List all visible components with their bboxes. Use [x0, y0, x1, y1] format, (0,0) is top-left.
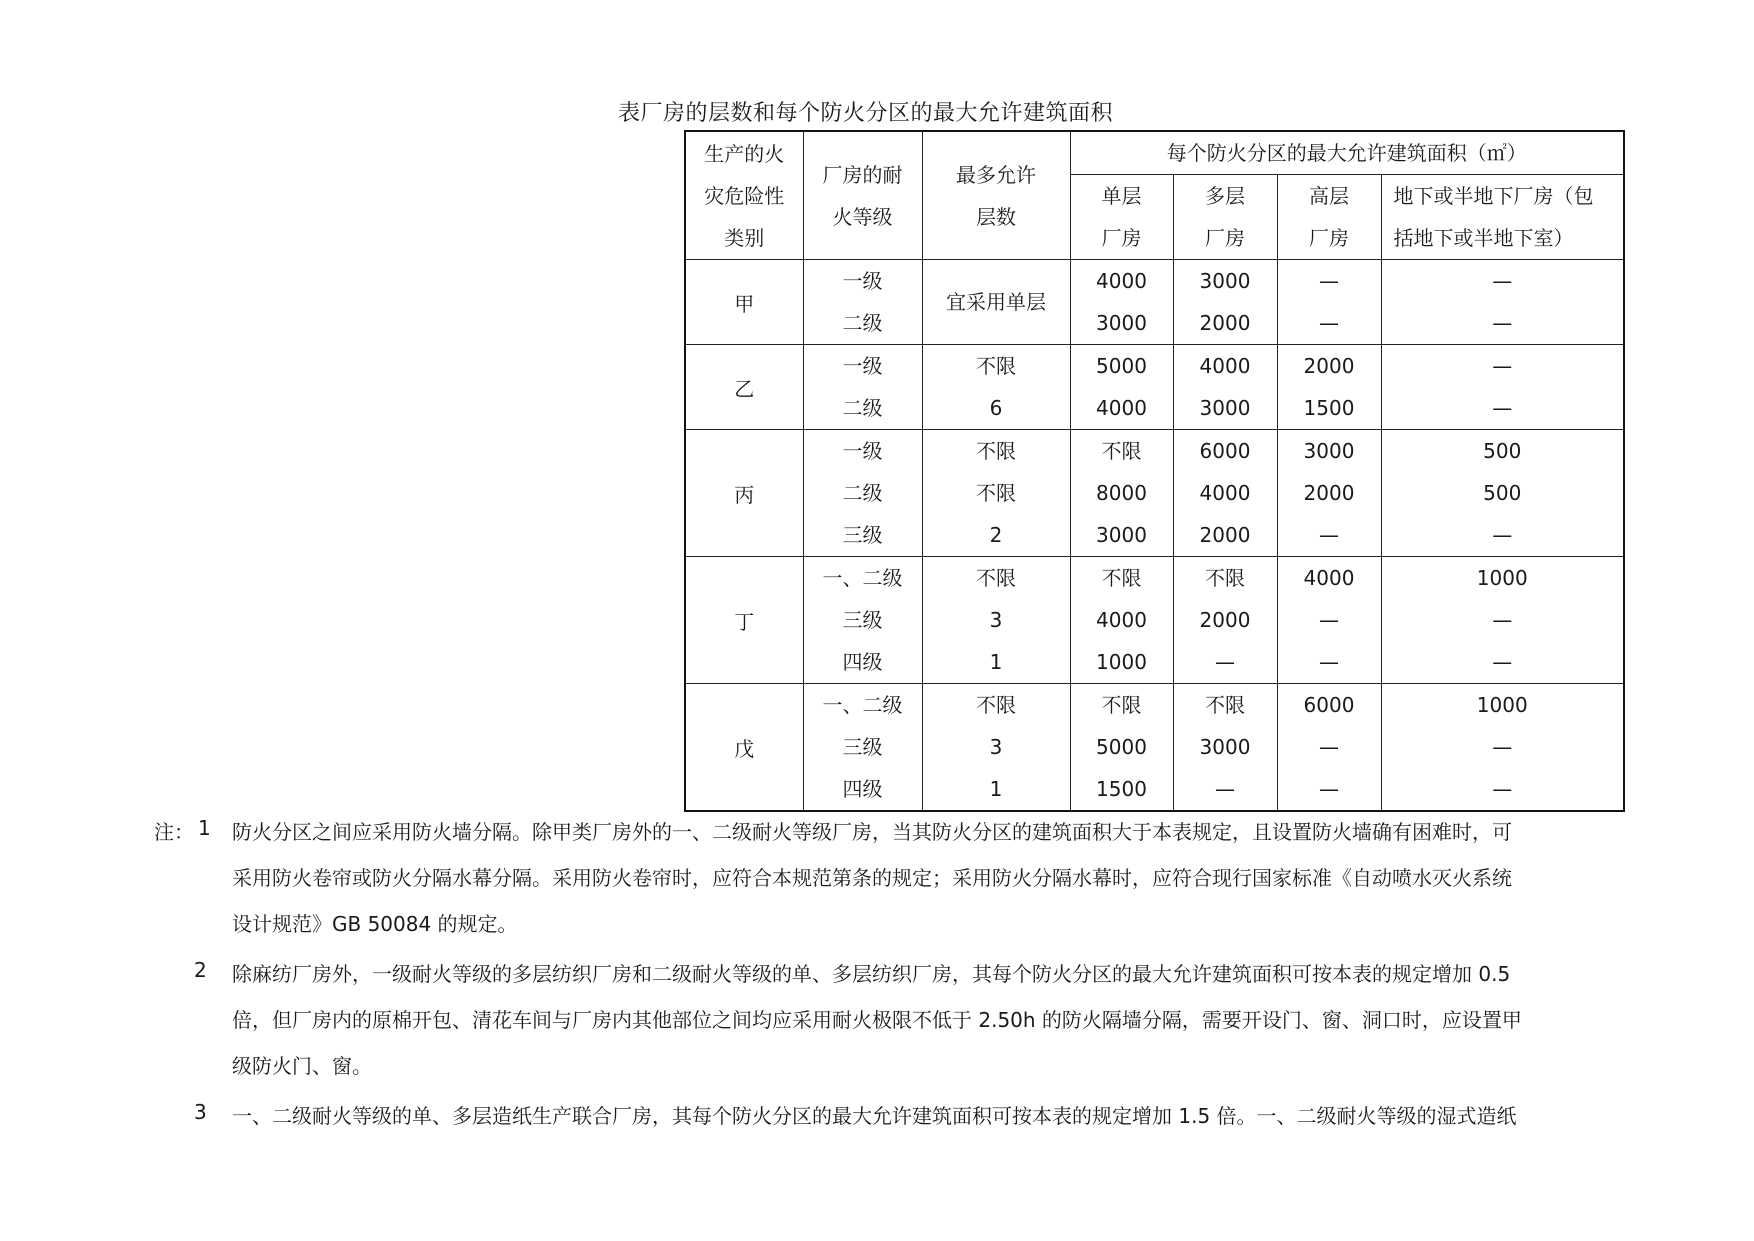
rating-cell [803, 430, 922, 557]
cell-value: 1 [989, 777, 1003, 801]
cell-value: 三级 [842, 735, 883, 759]
high-cell [1277, 684, 1381, 812]
floors-cell [922, 430, 1070, 557]
note-line: 设计规范》GB 50084 的规定。 [232, 912, 518, 936]
fire-compartment-table [684, 130, 1625, 812]
cell-value: 6000 [1199, 439, 1251, 463]
cell-value: 四级 [842, 650, 883, 674]
cell-value: 6 [989, 396, 1003, 420]
cell-value: 500 [1483, 481, 1522, 505]
cell-value: — [1319, 311, 1339, 335]
cell-value: — [1319, 608, 1339, 632]
floors-cell [922, 557, 1070, 684]
cell-value: — [1492, 396, 1513, 420]
cell-value: 5000 [1096, 354, 1147, 378]
table-row [685, 345, 1624, 430]
floors-cell [922, 345, 1070, 430]
category-cell: 乙 [685, 345, 803, 430]
cell-value: 三级 [842, 523, 883, 547]
single-cell [1070, 260, 1173, 345]
notes-prefix: 注： [154, 820, 194, 844]
header-high: 高层 厂房 [1277, 175, 1381, 260]
cell-value: 不限 [976, 439, 1016, 463]
cell-value: — [1319, 735, 1339, 759]
table-row [685, 430, 1624, 557]
cell-value: 不限 [1205, 693, 1245, 717]
cell-value: 4000 [1096, 608, 1147, 632]
category-cell: 戊 [685, 684, 803, 812]
cell-value: 二级 [842, 481, 883, 505]
cell-value: 三级 [842, 608, 883, 632]
cell-value: 3000 [1199, 735, 1251, 759]
header-single: 单层 厂房 [1070, 175, 1173, 260]
cell-value: 3000 [1199, 396, 1251, 420]
underground-cell [1381, 345, 1624, 430]
cell-value: 不限 [1101, 693, 1142, 717]
underground-cell [1381, 430, 1624, 557]
cell-value: 3000 [1096, 523, 1147, 547]
header-max-floors: 最多允许 层数 [922, 131, 1070, 260]
cell-value: — [1492, 523, 1513, 547]
cell-value: 1500 [1096, 777, 1147, 801]
cell-value: 2000 [1303, 354, 1355, 378]
cell-value: — [1319, 269, 1339, 293]
cell-value: 1 [989, 650, 1003, 674]
multi-cell [1173, 260, 1277, 345]
note-number: 3 [194, 1100, 207, 1124]
note-line: 除麻纺厂房外，一级耐火等级的多层纺织厂房和二级耐火等级的单、多层纺织厂房，其每个防火分区的最大允许建筑面积可按本表的规定增加 0.5 [232, 962, 1511, 986]
cell-value: 二级 [842, 396, 883, 420]
cell-value: 4000 [1199, 481, 1251, 505]
cell-value: — [1492, 777, 1513, 801]
multi-cell [1173, 430, 1277, 557]
header-category: 生产的火 灾危险性 类别 [685, 131, 803, 260]
note-line: 级防火门、窗。 [232, 1054, 372, 1078]
cell-value: 6000 [1303, 693, 1355, 717]
high-cell [1277, 260, 1381, 345]
category-cell: 丁 [685, 557, 803, 684]
table-row [685, 557, 1624, 684]
cell-value: 2000 [1303, 481, 1355, 505]
multi-cell [1173, 345, 1277, 430]
cell-value: 3000 [1303, 439, 1355, 463]
cell-value: — [1319, 777, 1339, 801]
header-fire-rating: 厂房的耐 火等级 [803, 131, 922, 260]
high-cell [1277, 345, 1381, 430]
cell-value: 不限 [976, 566, 1016, 590]
note-number: 1 [198, 816, 211, 840]
cell-value: 一级 [842, 354, 883, 378]
cell-value: — [1492, 650, 1513, 674]
floors-cell [922, 684, 1070, 812]
underground-cell [1381, 260, 1624, 345]
table-body [685, 260, 1624, 812]
underground-cell [1381, 684, 1624, 812]
cell-value: 1000 [1096, 650, 1147, 674]
cell-value: 1500 [1303, 396, 1355, 420]
cell-value: 4000 [1096, 269, 1147, 293]
cell-value: — [1492, 608, 1513, 632]
cell-value: 不限 [976, 481, 1016, 505]
cell-value: 4000 [1303, 566, 1355, 590]
header-area-group: 每个防火分区的最大允许建筑面积（㎡） [1070, 131, 1624, 175]
cell-value: 四级 [842, 777, 883, 801]
high-cell [1277, 557, 1381, 684]
note-line: 倍，但厂房内的原棉开包、清花车间与厂房内其他部位之间均应采用耐火极限不低于 2.50h 的防火隔墙分隔，需要开设门、窗、洞口时，应设置甲 [232, 1008, 1522, 1032]
cell-value: — [1319, 523, 1339, 547]
underground-cell [1381, 557, 1624, 684]
cell-value: 3 [989, 608, 1003, 632]
cell-value: 2 [989, 523, 1003, 547]
single-cell [1070, 430, 1173, 557]
cell-value: 8000 [1096, 481, 1147, 505]
category-cell: 甲 [685, 260, 803, 345]
cell-value: — [1492, 311, 1513, 335]
cell-value: 不限 [976, 354, 1016, 378]
header-multi: 多层 厂房 [1173, 175, 1277, 260]
rating-cell [803, 345, 922, 430]
cell-value: 不限 [976, 693, 1016, 717]
cell-value: 2000 [1199, 523, 1251, 547]
multi-cell [1173, 557, 1277, 684]
cell-value: 5000 [1096, 735, 1147, 759]
cell-value: 4000 [1199, 354, 1251, 378]
cell-value: 一、二级 [822, 693, 903, 717]
cell-value: 一级 [842, 439, 883, 463]
high-cell [1277, 430, 1381, 557]
cell-value: 500 [1483, 439, 1522, 463]
table-title: 表厂房的层数和每个防火分区的最大允许建筑面积 [618, 101, 1114, 126]
cell-value: 3000 [1199, 269, 1251, 293]
rating-cell [803, 260, 922, 345]
table-row [685, 684, 1624, 812]
category-cell: 丙 [685, 430, 803, 557]
cell-value: 不限 [1101, 439, 1142, 463]
cell-value: 宜采用单层 [946, 290, 1046, 314]
cell-value: — [1492, 735, 1513, 759]
cell-value: 1000 [1476, 693, 1528, 717]
cell-value: — [1319, 650, 1339, 674]
cell-value: 一、二级 [822, 566, 903, 590]
cell-value: 一级 [842, 269, 883, 293]
cell-value: 3000 [1096, 311, 1147, 335]
cell-value: 4000 [1096, 396, 1147, 420]
cell-value: — [1492, 354, 1513, 378]
note-line: 一、二级耐火等级的单、多层造纸生产联合厂房，其每个防火分区的最大允许建筑面积可按本表的规定增加 1.5 倍。一、二级耐火等级的湿式造纸 [232, 1104, 1517, 1128]
single-cell [1070, 557, 1173, 684]
cell-value: 2000 [1199, 311, 1251, 335]
cell-value: 1000 [1476, 566, 1528, 590]
cell-value: — [1215, 777, 1235, 801]
multi-cell [1173, 684, 1277, 812]
cell-value: 不限 [1205, 566, 1245, 590]
single-cell [1070, 345, 1173, 430]
cell-value: 3 [989, 735, 1003, 759]
cell-value: 2000 [1199, 608, 1251, 632]
note-line: 采用防火卷帘或防火分隔水幕分隔。采用防火卷帘时，应符合本规范第条的规定；采用防火分隔水幕时，应符合现行国家标准《自动喷水灭火系统 [232, 866, 1512, 890]
header-underground: 地下或半地下厂房（包 括地下或半地下室） [1381, 175, 1624, 260]
single-cell [1070, 684, 1173, 812]
floors-cell [922, 260, 1070, 345]
rating-cell [803, 557, 922, 684]
note-number: 2 [194, 958, 207, 982]
cell-value: 二级 [842, 311, 883, 335]
table-row [685, 260, 1624, 345]
cell-value: — [1215, 650, 1235, 674]
note-line: 防火分区之间应采用防火墙分隔。除甲类厂房外的一、二级耐火等级厂房，当其防火分区的建筑面积大于本表规定，且设置防火墙确有困难时，可 [232, 820, 1512, 844]
rating-cell [803, 684, 922, 812]
cell-value: 不限 [1101, 566, 1142, 590]
cell-value: — [1492, 269, 1513, 293]
